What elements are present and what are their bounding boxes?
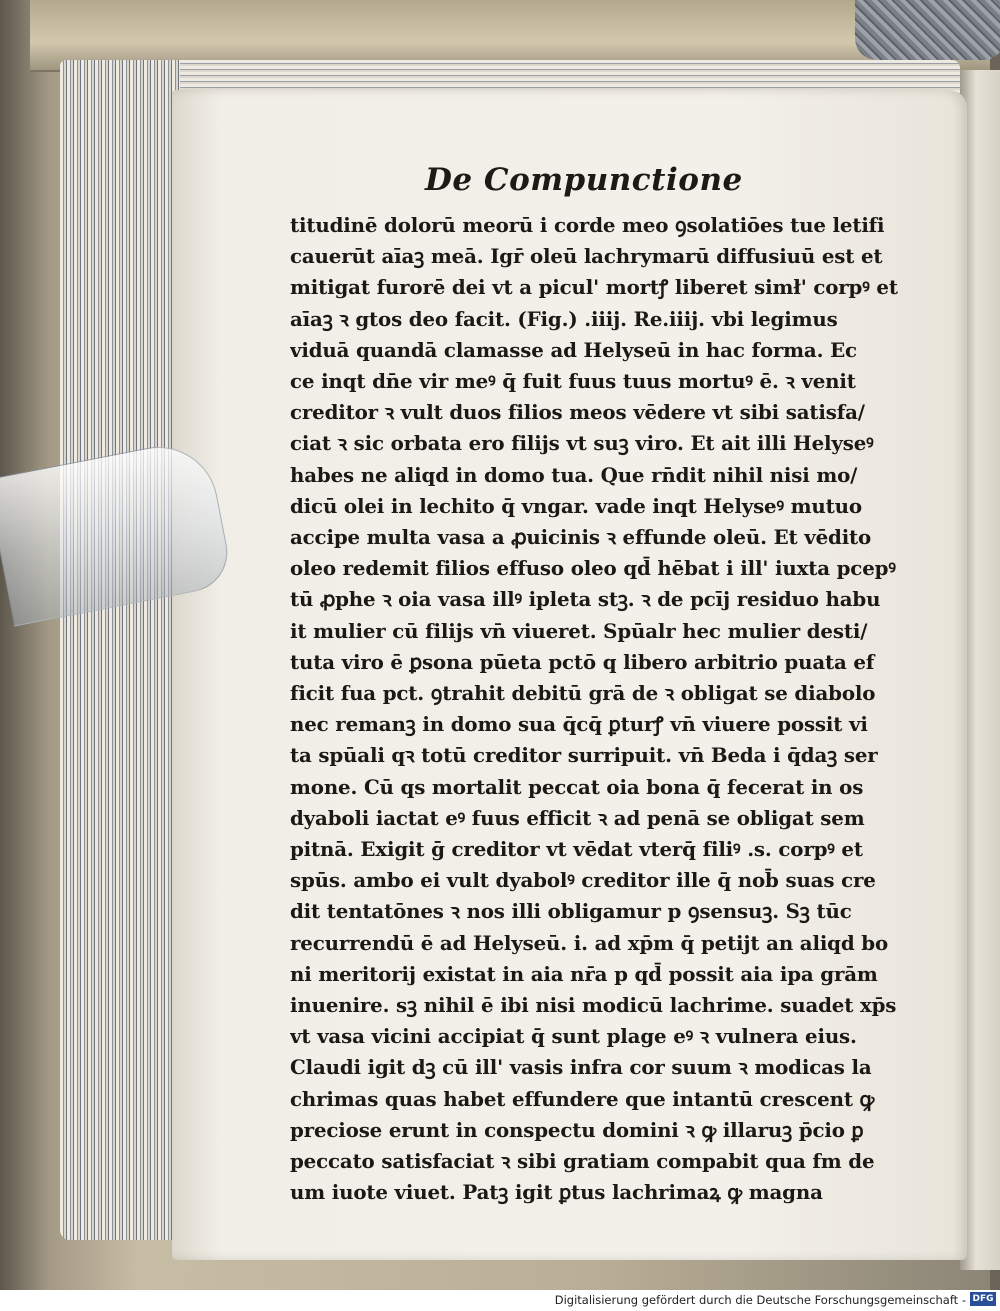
running-head: De Compunctione — [425, 162, 743, 198]
text-line: Claudi igit dꝫ cū ill' vasis infra cor suum ꝛ modicas la — [290, 1055, 872, 1080]
text-line: vt vasa vicini accipiat q̄ sunt plage eꝰ ꝛ vulnera eius. — [290, 1024, 857, 1049]
text-line: ta spūali qꝛ totū creditor surripuit. vn̄ Beda i q̄daꝫ ser — [290, 743, 878, 768]
text-line: ce inqt dn̄e vir meꝰ q̄ fuit fuus tuus mortuꝰ ē. ꝛ venit — [290, 369, 856, 393]
text-line: mone. Cū qs mortalit peccat oia bona q̄ fecerat in os — [290, 774, 864, 799]
text-line: ficit fua pct. ꝯtrahit debitū grā de ꝛ obligat se diabolo — [290, 681, 876, 705]
text-line: oleo redemit filios effuso oleo qd̄ hēbat i ill' iuxta pcepꝰ — [290, 556, 896, 581]
text-line: mitigat furorē dei vt a picul' mortꝭ liberet simł' corpꝰ et — [290, 275, 898, 300]
text-line: spūs. ambo ei vult dyabolꝰ creditor ille q̄ nob̄ suas cre — [290, 868, 876, 893]
metal-clasp — [855, 0, 1000, 60]
text-line: dicū olei in lechito q̄ vngar. vade inqt Helyseꝰ mutuo — [290, 493, 862, 518]
footer-credit: Digitalisierung gefördert durch die Deutsche Forschungsgemeinschaft - — [554, 1293, 966, 1307]
text-line: preciose erunt in conspectu domini ꝛ ꝙ illaruꝫ p̄cio ꝑ — [290, 1117, 864, 1142]
text-line: ni meritorij existat in aia nr̄a p qd̄ possit aia ipa grām — [290, 961, 878, 986]
text-line: dit tentatōnes ꝛ nos illi obligamur p ꝯsensuꝫ. Sꝫ tūc — [290, 899, 852, 924]
text-line: ciat ꝛ sic orbata ero filijs vt suꝫ viro. Et ait illi Helyseꝰ — [290, 431, 874, 456]
text-line: peccato satisfaciat ꝛ sibi gratiam compabit qua fm de — [290, 1149, 875, 1173]
text-line: tū ꝓphe ꝛ oia vasa illꝰ ipleta stꝫ. ꝛ de pcīj residuo habu — [290, 587, 881, 612]
text-line: nec remanꝫ in domo sua q̄cq̄ ꝑturꝭ vn̄ viuere possit vi — [290, 712, 868, 737]
text-line: viduā quandā clamasse ad Helyseū in hac forma. Ec — [290, 337, 857, 362]
text-line: pitnā. Exigit ḡ creditor vt vēdat vterq̄ filiꝰ .s. corpꝰ et — [290, 837, 863, 861]
text-line: um iuote viuet. Patꝫ igit ꝑtus lachrimaꝝ ꝙ magna — [290, 1180, 823, 1205]
text-line: titudinē dolorū meorū i corde meo ꝯsolatiōes tue letifi — [290, 213, 885, 237]
text-line: accipe multa vasa a ꝓuicinis ꝛ effunde oleū. Et vēdito — [290, 525, 872, 549]
text-line: dyaboli iactat eꝰ fuus efficit ꝛ ad penā se obligat sem — [290, 805, 865, 830]
text-line: creditor ꝛ vult duos filios meos vēdere vt sibi satisfa/ — [290, 400, 865, 425]
text-line: tuta viro ē ꝑsona pūeta pctō q libero arbitrio puata ef — [290, 649, 875, 674]
text-line: cauerūt aīaꝫ meā. Igr̄ oleū lachrymarū diffusiuū est et — [290, 244, 883, 269]
text-line: it mulier cū filijs vn̄ viueret. Spūalr hec mulier desti/ — [290, 618, 868, 643]
page-edges-left — [60, 60, 180, 1240]
text-line: habes ne aliqd in domo tua. Que rn̄dit nihil nisi mo/ — [290, 462, 858, 487]
text-line: recurrendū ē ad Helyseū. i. ad xp̄m q̄ petijt an aliqd bo — [290, 930, 889, 955]
text-line: aīaꝫ ꝛ gtos deo facit. (Fig.) .iiij. Re.iiij. vbi legimus — [290, 306, 838, 331]
text-line: chrimas quas habet effundere que intantū crescent ꝙ — [290, 1086, 875, 1111]
text-line: inuenire. sꝫ nihil ē ibi nisi modicū lachrime. suadet xp̄s — [290, 993, 897, 1017]
dfg-logo: DFG — [970, 1292, 996, 1306]
